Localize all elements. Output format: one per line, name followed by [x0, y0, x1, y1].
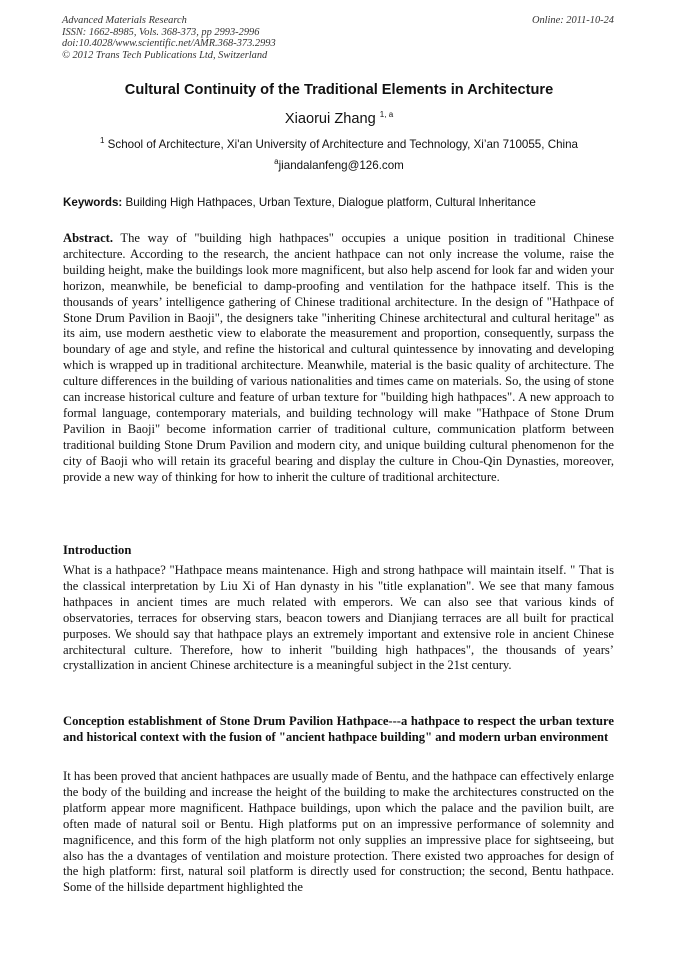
keywords-line	[63, 196, 615, 209]
email-line	[0, 159, 678, 172]
affiliation-line	[0, 138, 678, 151]
email-address[interactable]: jiandalanfeng@126.com	[278, 159, 404, 172]
keywords-text: Building High Hathpaces, Urban Texture, Dialogue platform, Cultural Inheritance	[125, 196, 536, 209]
email-superscript: a	[274, 157, 279, 167]
abstract-text: The way of "building high hathpaces" occupies a unique position in traditional Chinese architecture. According to the research, the ancient hathpace can not only increase the volume, raise the building height, make the buildings look more magnificent, but also help ascend for look far and widen your horizon, meanwhile, be beneficial to damp-proofing and ventilation for the hathpace itself. This is the thousands of years’ intelligence gathering of Chinese traditional architecture. In the design of "Hathpace of Stone Drum Pavilion in Baoji", the designers take "inheriting Chinese architectural and cultural heritage" as its aim, use modern aesthetic view to elaborate the measurement and proportion, consequently, surpass the boundary of age and style, and refine the historical and cultural quintessence by innovating and developing which is wrapped up in traditional architecture. Meanwhile, material is the basic quality of architecture. The culture differences in the building of various nationalities and times came on materials. So, the using of stone can increase historical culture and feature of urban texture for "building high hathpaces". A new approach to formal language, contemporary materials, and building technology will make "Hathpace of Stone Drum Pavilion in Baoji" become information carrier of traditional culture, communication platform between traditional building Stone Drum Pavilion and modern city, and unique building cultural phenomenon for the city of Baoji who will retain its graceful bearing and display the culture in Chou-Qin Dynasties, moreover, provide a new way of thinking for how to inherit the culture of traditional architecture.	[63, 231, 614, 484]
conception-paragraph: It has been proved that ancient hathpaces are usually made of Bentu, and the hathpace can effectively enlarge the body of the building and increase the height of the building to make the architectures constructed on the platform appear more magnificent. Hathpace buildings, upon which the palace and the pavilion built, are often made of natural soil or Bentu. High platforms put on an impressive performance of solemnity and magnificence, and this form of the high platform not only supplies an impressive place for sightseeing, but also has the a dvantages of ventilation and moisture protection. There existed two approaches for design of the high platform: first, natural soil platform is directly used for construction; the second, Bentu hathpace. Some of the hillside department highlighted the	[63, 769, 614, 895]
keywords-label: Keywords:	[63, 196, 123, 209]
author-line	[0, 111, 678, 127]
journal-name: Advanced Materials Research	[62, 15, 187, 26]
introduction-heading: Introduction	[63, 543, 132, 557]
doi-line: doi:10.4028/www.scientific.net/AMR.368-373.2993	[62, 38, 276, 50]
affiliation-superscript: 1	[99, 136, 105, 146]
author-name: Xiaorui Zhang	[284, 111, 376, 127]
issn-line: ISSN: 1662-8985, Vols. 368-373, pp 2993-2996	[62, 26, 260, 38]
conception-heading: Conception establishment of Stone Drum Pavilion Hathpace---a hathpace to respect the urban texture and historical context with the fusion of "ancient hathpace building" and modern urban environment	[63, 714, 614, 744]
author-superscript: 1, a	[379, 110, 394, 120]
abstract-paragraph	[63, 231, 614, 486]
copyright-line: © 2012 Trans Tech Publications Ltd, Switzerland	[62, 49, 268, 61]
paper-title: Cultural Continuity of the Traditional Elements in Architecture	[124, 82, 554, 98]
abstract-label: Abstract.	[63, 231, 114, 245]
affiliation-text: School of Architecture, Xi'an University of Architecture and Technology, Xi’an 710055, China	[107, 138, 578, 151]
journal-header	[62, 15, 614, 61]
introduction-paragraph: What is a hathpace? "Hathpace means maintenance. High and strong hathpace will maintain itself. " That is the classical interpretation by Liu Xi of Han dynasty in his "title explanation". We see that many famous hathpaces in ancient times are much related with emperors. We can also see that various kinds of observatories, terraces for observing stars, beacon towers and Dianjiang terraces are all built for practical purposes. We should say that hathpace plays an extremely important and extensive role in ancient Chinese architectural culture. Therefore, how to inherit "building high hathpaces", the thousands of years’ crystallization in ancient Chinese architecture is a meaningful subject in the 21st century.	[63, 563, 614, 673]
online-date: Online: 2011-10-24	[531, 15, 614, 26]
